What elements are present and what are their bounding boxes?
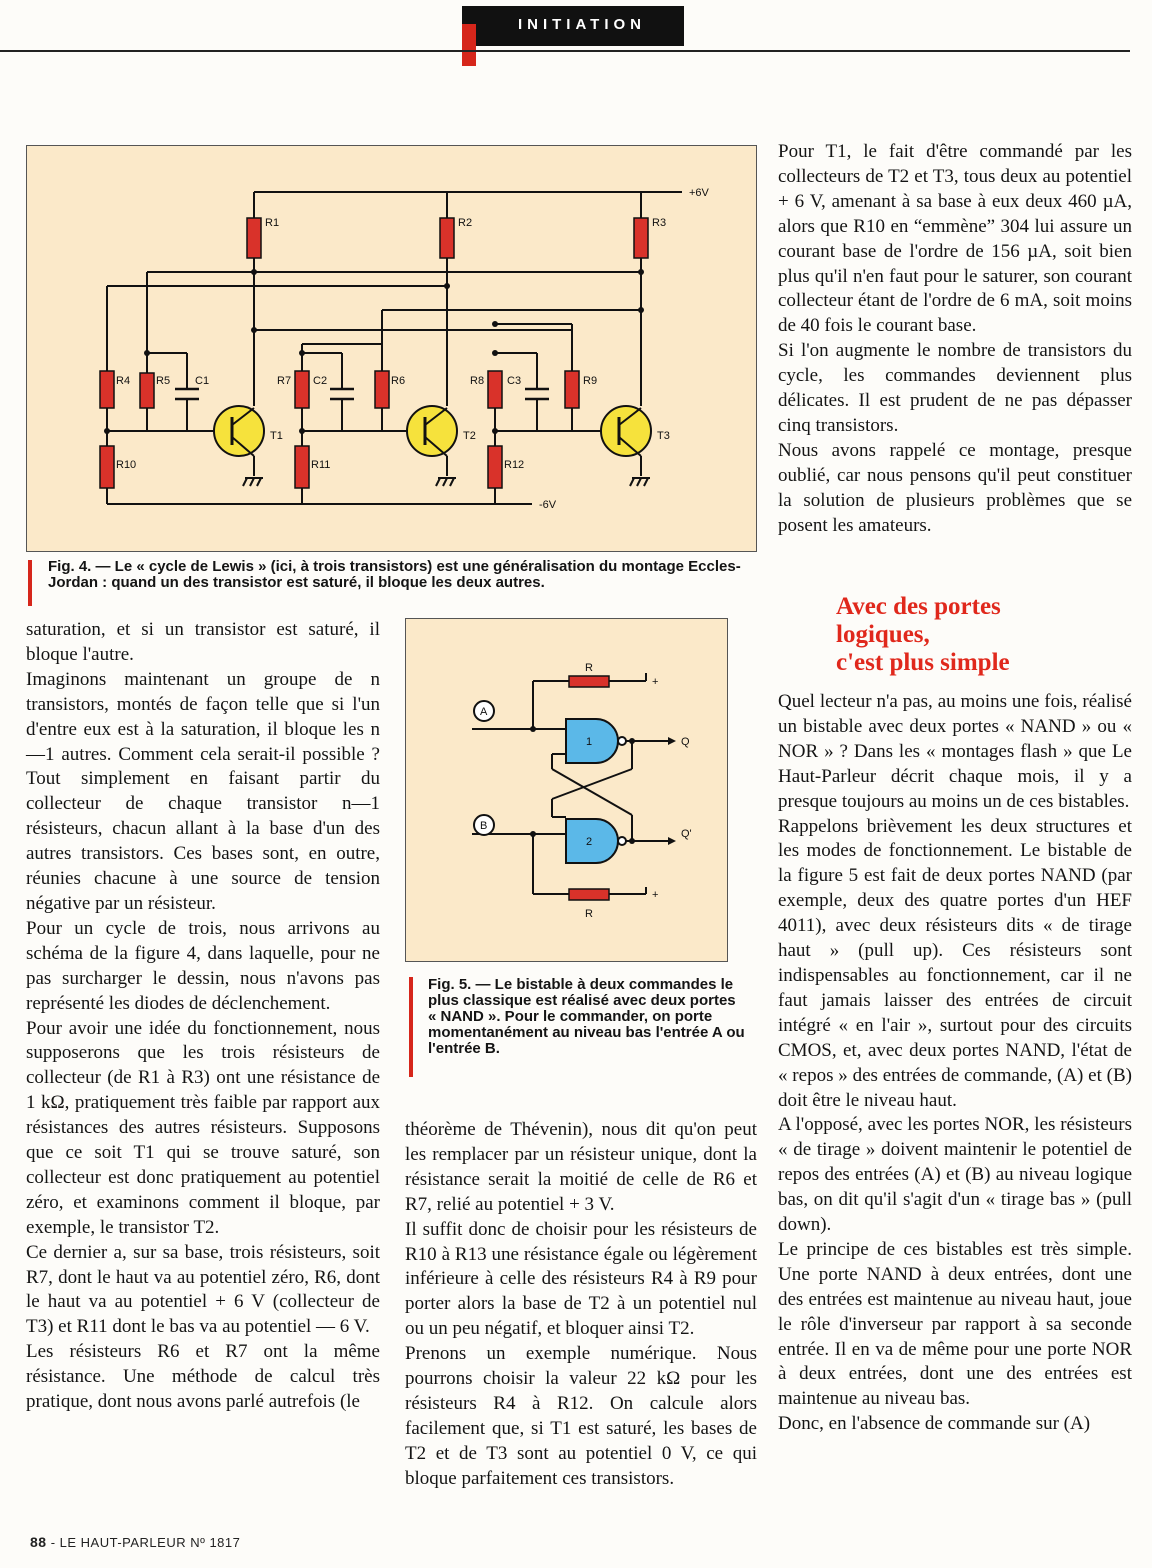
- col2-paragraph: théorème de Thévenin), nous dit qu'on peut les remplacer par un résisteur unique, dont la résistance serait la moitié de celle de R6 et R7, relié au potentiel + 3 V.: [405, 1119, 757, 1215]
- col3-paragraph: Donc, en l'absence de commande sur (A): [778, 1413, 1091, 1435]
- col3-paragraph: A l'opposé, avec les portes NOR, les résisteurs « de tirage » doivent maintenir le potentiel de repos des entrées (A) et (B) au niveau logique bas, on dit qu'il s'agit d'un « tirage bas » (pull down).: [778, 1114, 1132, 1236]
- col1-paragraph: saturation, et si un transistor est saturé, il bloque l'autre.: [26, 619, 380, 665]
- col2-paragraph: Il suffit donc de choisir pour les résisteurs de R10 à R13 une résistance égale ou légèrement inférieure à celle des résisteurs R4 à R9 pour porter alors la base de T2 à un potentiel nul ou un peu négatif, et bloquer ainsi T2.: [405, 1218, 757, 1340]
- output-q-prime-label: Q': [681, 828, 692, 840]
- section-tag: INITIATION: [517, 16, 647, 33]
- label-c2: C2: [313, 375, 328, 387]
- col1-paragraph: Les résisteurs R6 et R7 ont la même résistance. Une méthode de calcul très pratique, dont nous avons parlé autrefois (le: [26, 1341, 380, 1413]
- column-1: [26, 618, 380, 1415]
- figure-4-caption-bar: [28, 560, 32, 606]
- label-r1: R1: [265, 217, 280, 229]
- label-r9: R9: [583, 375, 598, 387]
- column-3-top: [778, 140, 1132, 539]
- label-r4: R4: [116, 375, 131, 387]
- input-a-label: A: [480, 706, 488, 718]
- label-r11: R11: [311, 459, 331, 471]
- col3-paragraph: Le principe de ces bistables est très simple. Une porte NAND à deux entrées, dont une des entrées est maintenue au niveau haut, joue le rôle d'inverseur par rapport à sa seconde entrée. Il en va de même pour une porte NOR à deux entrées, dont une des entrées est maintenue au niveau bas.: [778, 1238, 1132, 1410]
- gate-2-label: 2: [586, 836, 593, 848]
- input-b-label: B: [480, 820, 488, 832]
- label-t1: T1: [270, 430, 283, 442]
- label-r3: R3: [652, 217, 667, 229]
- label-r12: R12: [504, 459, 525, 471]
- resistor-top-label: R: [585, 662, 593, 674]
- figure-4: [26, 145, 757, 552]
- figure-4-schematic: [27, 146, 758, 553]
- col3-paragraph: Pour T1, le fait d'être commandé par les collecteurs de T2 et T3, tous deux au potentiel + 6 V, amenant à sa base à eux deux 460 µA, alors que R10 en “emmène” 304 lui assure un courant base de l'ordre de 156 µA, soit bien plus qu'il n'en faut pour le saturer, son courant collecteur étant de l'ordre de 6 mA, soit moins de 40 fois le courant base.: [778, 141, 1132, 337]
- magazine-name: LE HAUT-PARLEUR Nº 1817: [59, 1535, 241, 1550]
- figure-5: [405, 618, 728, 962]
- heading-line: logiques,: [836, 621, 930, 648]
- supply-positive-label: +6V: [689, 187, 709, 199]
- label-r2: R2: [458, 217, 473, 229]
- section-heading: [836, 593, 1126, 677]
- label-r10: R10: [116, 459, 137, 471]
- column-3-bottom: [778, 690, 1132, 1437]
- heading-line: Avec des portes: [836, 593, 1001, 620]
- label-r7: R7: [277, 375, 292, 387]
- figure-5-schematic: [406, 619, 729, 963]
- figure-5-caption: Fig. 5. — Le bistable à deux commandes le plus classique est réalisé avec deux portes « NAND ». Pour le commander, on porte momentanément au niveau bas l'entrée A ou l'entrée B.: [428, 976, 745, 1057]
- figure-5-caption-bar: [409, 977, 413, 1077]
- page-folio: [30, 1534, 240, 1550]
- figure-4-caption: Fig. 4. — Le « cycle de Lewis » (ici, à trois transistors) est une généralisation du montage Eccles-Jordan : quand un des transistor est saturé, il bloque les deux autres.: [48, 558, 741, 591]
- label-c1: C1: [195, 375, 210, 387]
- heading-line: c'est plus simple: [836, 649, 1010, 676]
- page-number: 88: [30, 1534, 47, 1550]
- label-t3: T3: [657, 430, 670, 442]
- supply-negative-label: -6V: [539, 499, 557, 511]
- col1-paragraph: Pour avoir une idée du fonctionnement, nous supposerons que les trois résisteurs de collecteur (de R1 à R3) ont une résistance de 1 kΩ, pratiquement très faible par rapport aux résistances des autres résisteurs. Supposons que ce soit T1 qui se trouve saturé, son collecteur est donc pratiquement au potentiel zéro, et examinons comment il bloque, par exemple, le transistor T2.: [26, 1017, 380, 1238]
- header-rule: [0, 50, 1130, 52]
- column-2: [405, 1118, 757, 1492]
- plus-bottom-label: +: [652, 889, 659, 901]
- col3-paragraph: Quel lecteur n'a pas, au moins une fois, réalisé un bistable avec deux portes « NAND » ou « NOR » ? Dans les « montages flash » que Le Haut-Parleur décrit chaque mois, il y a presque toujours au moins un de ces bistables.: [778, 691, 1132, 812]
- section-tag-accent: [462, 24, 476, 66]
- col1-paragraph: Pour un cycle de trois, nous arrivons au schéma de la figure 4, dans laquelle, pour ne pas surcharger le dessin, nous n'avons pas représenté les diodes de déclenchement.: [26, 917, 380, 1014]
- col1-paragraph: Ce dernier a, sur sa base, trois résisteurs, soit R7, dont le haut va au potentiel zéro, R6, dont le haut va au potentiel + 6 V (collecteur de T3) et R11 dont le bas va au potentiel — 6 V.: [26, 1241, 380, 1338]
- col3-paragraph: Si l'on augmente le nombre de transistors du cycle, les commandes deviennent plus délicates. Il est prudent de ne pas dépasser cinq transistors.: [778, 340, 1132, 436]
- label-c3: C3: [507, 375, 522, 387]
- resistor-bottom-label: R: [585, 908, 593, 920]
- label-t2: T2: [463, 430, 476, 442]
- output-q-label: Q: [681, 736, 690, 748]
- folio-separator: -: [46, 1535, 60, 1550]
- label-r5: R5: [156, 375, 171, 387]
- col3-paragraph: Nous avons rappelé ce montage, presque oublié, car nous pensons qu'il peut constituer la solution de plusieurs problèmes que se posent les amateurs.: [778, 439, 1132, 536]
- label-r6: R6: [391, 375, 406, 387]
- label-r8: R8: [470, 375, 485, 387]
- col2-paragraph: Prenons un exemple numérique. Nous pourrons choisir la valeur 22 kΩ pour les résisteurs R4 à R12. On calcule alors facilement que, si T1 est saturé, les bases de T2 et de T3 sont au potentiel 0 V, ce qui bloque parfaitement ces transistors.: [405, 1343, 757, 1489]
- col1-paragraph: Imaginons maintenant un groupe de n transistors, montés de façon telle que si l'un d'entre eux est à la saturation, il bloque les n—1 autres. Comment cela serait-il possible ? Tout simplement en faisant partir du collecteur de chaque transistor n—1 résisteurs, chacun allant à la base d'un des autres transistors. Ces bases sont, en outre, réunies chacune à une source de tension négative par un résisteur.: [26, 668, 380, 914]
- gate-1-label: 1: [586, 736, 593, 748]
- plus-top-label: +: [652, 676, 659, 688]
- col3-paragraph: Rappelons brièvement les deux structures et les modes de fonctionnement. Le bistable de la figure 5 est fait de deux portes NAND (par exemple, deux des quatre portes d'un HEF 4011), avec deux résisteurs dits « de tirage haut » (pull up). Ces résisteurs sont indispensables au fonctionnement, car il ne faut jamais laisser des entrées de circuit intégré « en l'air », surtout pour des circuits CMOS, et, avec deux portes NAND, l'état de « repos » des entrées de commande, (A) et (B) doit être le niveau haut.: [778, 815, 1132, 1111]
